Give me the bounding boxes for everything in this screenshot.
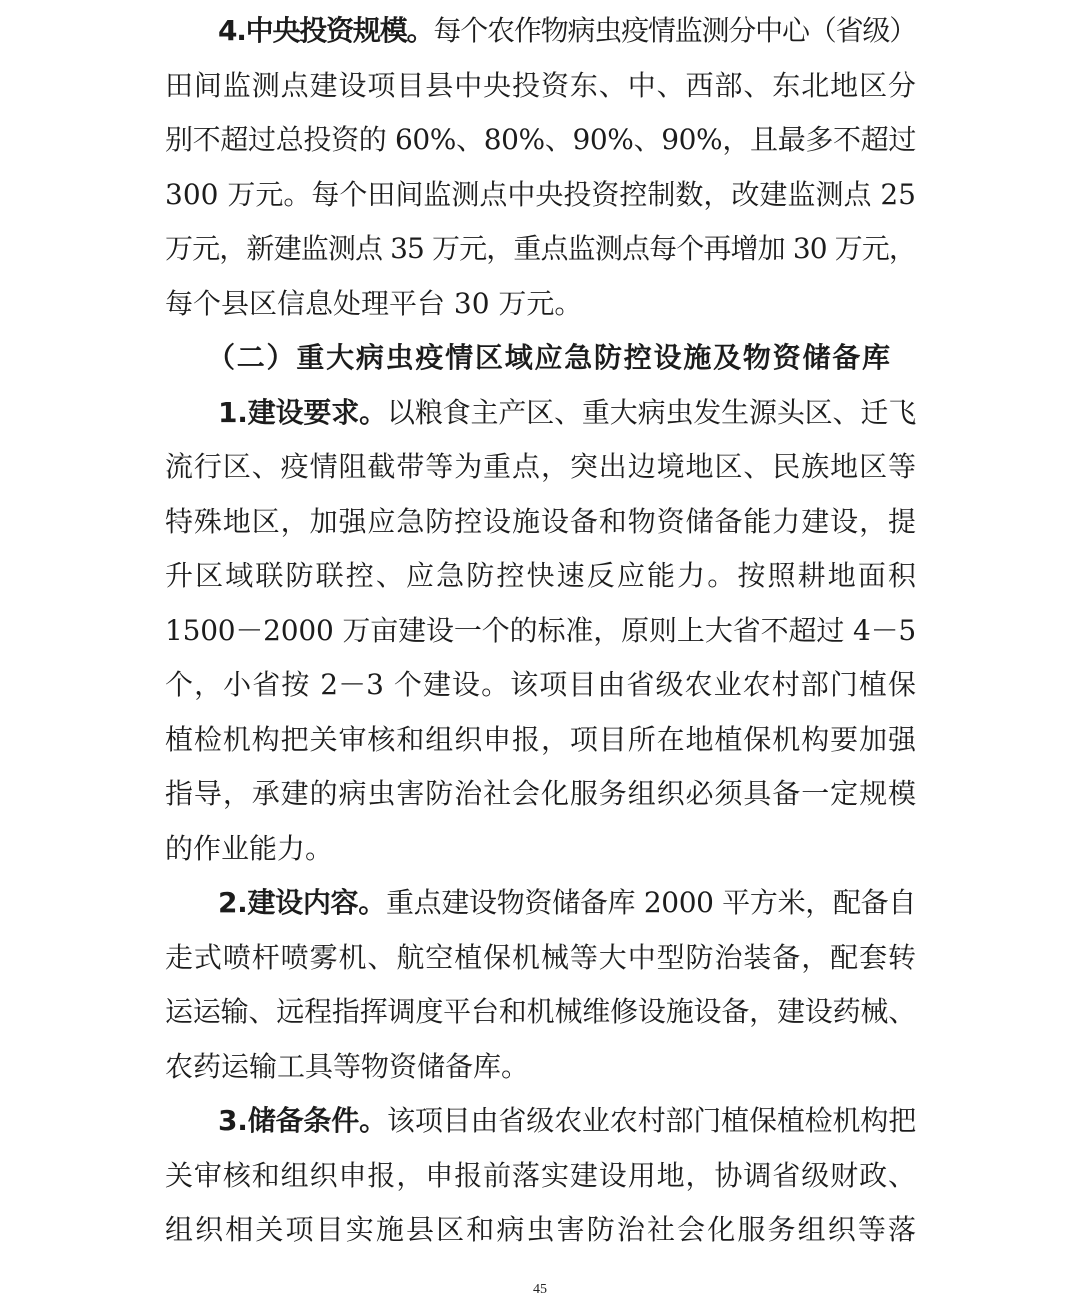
- paragraph-first-line: [165, 4, 916, 59]
- page-number: 45: [533, 1282, 547, 1297]
- paragraph-first-line: [165, 876, 916, 931]
- text-line: 个，小省按 2－3 个建设。该项目由省级农业农村部门植保: [165, 668, 916, 701]
- text-line: 走式喷杆喷雾机、航空植保机械等大中型防治装备，配套转: [165, 940, 916, 974]
- text-line: 组织相关项目实施县区和病虫害防治社会化服务组织等落: [165, 1213, 916, 1246]
- text-line: 植检机构把关审核和组织申报，项目所在地植保机构要加强: [165, 722, 916, 756]
- text-line: 1500－2000 万亩建设一个的标准，原则上大省不超过 4－5: [165, 613, 916, 647]
- paragraph-lead: 3.储备条件。: [218, 1104, 387, 1137]
- text-line: 300 万元。每个田间监测点中央投资控制数，改建监测点 25: [165, 177, 916, 211]
- text-line: 该项目由省级农业农村部门植保植检机构把: [386, 1104, 916, 1137]
- text-line: 田间监测点建设项目县中央投资东、中、西部、东北地区分: [165, 68, 916, 102]
- paragraph-first-line: [165, 386, 916, 441]
- section-heading: （二）重大病虫疫情区域应急防控设施及物资储备库: [207, 341, 890, 374]
- paragraph-first-line: [165, 1094, 916, 1149]
- text-line: 升区域联防联控、应急防控快速反应能力。按照耕地面积: [165, 559, 916, 592]
- text-line: 万元，新建监测点 35 万元，重点监测点每个再增加 30 万元，: [165, 232, 916, 265]
- text-line: 的作业能力。: [165, 831, 334, 865]
- paragraph-lead: 2.建设内容。: [218, 886, 386, 919]
- text-line: 关审核和组织申报，申报前落实建设用地，协调省级财政、: [165, 1158, 916, 1192]
- text-line: 以粮食主产区、重大病虫发生源头区、迁飞: [386, 395, 916, 429]
- text-line: 特殊地区，加强应急防控设施设备和物资储备能力建设，提: [165, 504, 916, 538]
- document-body: [165, 4, 916, 1258]
- text-line: 别不超过总投资的 60%、80%、90%、90%，且最多不超过: [165, 123, 916, 156]
- paragraph-lead: 1.建设要求。: [218, 395, 387, 429]
- text-line: 每个县区信息处理平台 30 万元。: [165, 286, 583, 320]
- text-line: 流行区、疫情阻截带等为重点，突出边境地区、民族地区等: [165, 450, 916, 483]
- text-line: 农药运输工具等物资储备库。: [165, 1049, 530, 1083]
- text-line: 指导，承建的病虫害防治社会化服务组织必须具备一定规模: [165, 777, 916, 810]
- text-line: 重点建设物资储备库 2000 平方米，配备自: [385, 886, 916, 919]
- text-line: 运运输、远程指挥调度平台和机械维修设施设备，建设药械、: [165, 995, 916, 1028]
- paragraph-lead: 4.中央投资规模。: [218, 14, 434, 47]
- text-line: 每个农作物病虫疫情监测分中心（省级）: [433, 14, 916, 47]
